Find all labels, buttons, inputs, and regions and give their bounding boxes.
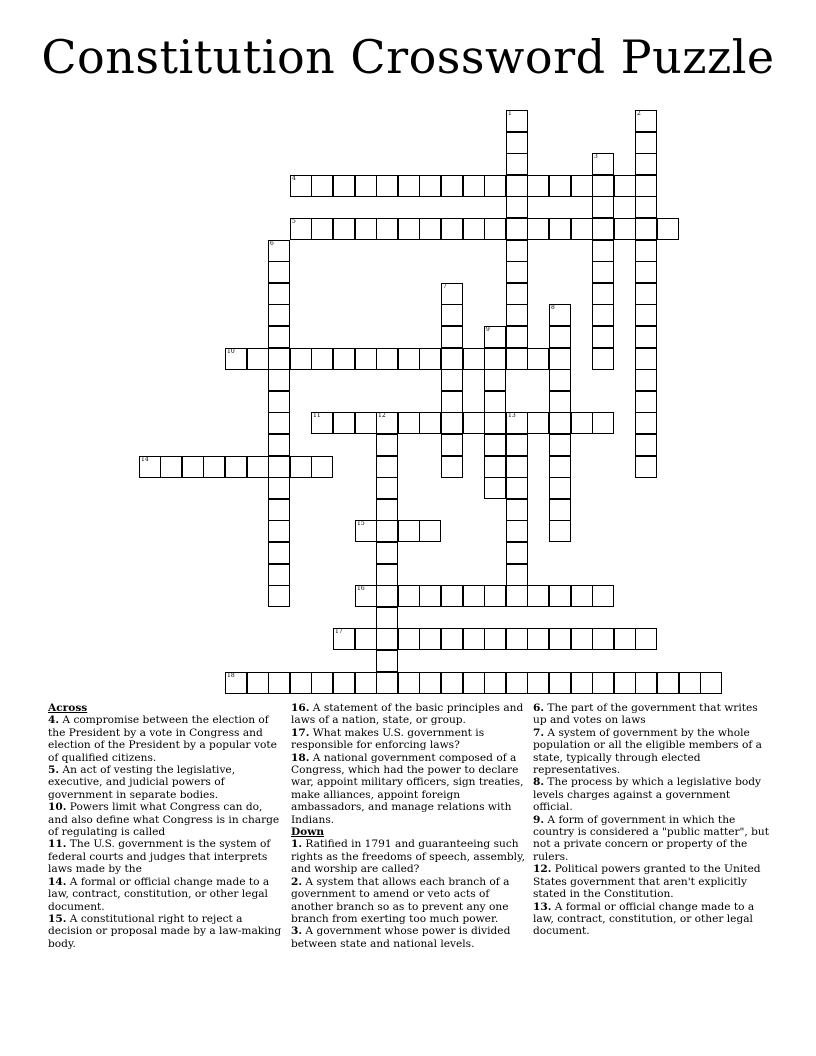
grid-cell[interactable] <box>484 326 506 348</box>
grid-cell[interactable] <box>506 110 528 132</box>
clue-number-label: 15. <box>48 912 67 925</box>
grid-cell[interactable] <box>376 585 398 607</box>
grid-cell[interactable] <box>333 412 355 434</box>
clue-item <box>533 727 769 777</box>
puzzle-title: Constitution Crossword Puzzle <box>41 30 775 84</box>
grid-cell[interactable] <box>268 520 290 542</box>
grid-cell[interactable] <box>463 218 485 240</box>
grid-cell[interactable] <box>355 218 377 240</box>
grid-cell[interactable] <box>463 585 485 607</box>
grid-cell[interactable] <box>635 369 657 391</box>
grid-cell[interactable] <box>506 564 528 586</box>
grid-cell[interactable] <box>311 456 333 478</box>
clue-number-label: 12. <box>533 863 552 876</box>
grid-cell[interactable] <box>700 672 722 694</box>
grid-cell[interactable] <box>484 477 506 499</box>
grid-cell[interactable] <box>290 175 312 197</box>
clue-text: A form of government in which the country is considered a "public matter", but not a private concern or property of the rulers. <box>533 813 770 863</box>
clue-number-label: 16. <box>291 702 310 714</box>
clue-number-label: 18. <box>291 751 310 764</box>
grid-cell[interactable] <box>549 218 571 240</box>
grid-cell[interactable] <box>225 348 247 370</box>
grid-cell[interactable] <box>614 628 636 650</box>
clue-number: 4 <box>292 175 296 182</box>
grid-cell[interactable] <box>506 672 528 694</box>
grid-cell[interactable] <box>635 153 657 175</box>
grid-cell[interactable] <box>549 412 571 434</box>
grid-cell[interactable] <box>376 672 398 694</box>
grid-cell[interactable] <box>398 585 420 607</box>
clue-number-label: 14. <box>48 875 67 888</box>
grid-cell[interactable] <box>441 369 463 391</box>
grid-cell[interactable] <box>549 326 571 348</box>
grid-cell[interactable] <box>441 628 463 650</box>
grid-cell[interactable] <box>506 348 528 370</box>
grid-cell[interactable] <box>549 477 571 499</box>
across-header: Across <box>48 702 88 714</box>
grid-cell[interactable] <box>635 326 657 348</box>
clue-item <box>48 913 284 950</box>
grid-cell[interactable] <box>419 412 441 434</box>
clue-item <box>48 764 284 801</box>
grid-cell[interactable] <box>506 477 528 499</box>
grid-cell[interactable] <box>398 175 420 197</box>
grid-cell[interactable] <box>635 348 657 370</box>
grid-cell[interactable] <box>506 326 528 348</box>
clue-number: 13 <box>508 412 516 419</box>
clue-item <box>533 863 769 900</box>
grid-cell[interactable] <box>268 542 290 564</box>
grid-cell[interactable] <box>506 585 528 607</box>
grid-cell[interactable] <box>268 348 290 370</box>
grid-cell[interactable] <box>506 153 528 175</box>
clue-text: What makes U.S. government is responsible for enforcing laws? <box>291 726 485 752</box>
grid-cell[interactable] <box>268 369 290 391</box>
clue-item <box>291 702 527 727</box>
clue-number: 8 <box>551 304 555 311</box>
grid-cell[interactable] <box>571 412 593 434</box>
grid-cell[interactable] <box>441 672 463 694</box>
grid-cell[interactable] <box>355 585 377 607</box>
grid-cell[interactable] <box>614 218 636 240</box>
clue-item <box>291 838 527 875</box>
grid-cell[interactable] <box>549 520 571 542</box>
clue-number: 9 <box>486 326 490 333</box>
grid-cell[interactable] <box>441 304 463 326</box>
grid-cell[interactable] <box>484 369 506 391</box>
clue-text: A national government composed of a Congress, which had the power to declare war, appoint military officers, sign treaties, make alliances, appoint foreign ambassadors, and manage relations with Indians. <box>291 751 524 826</box>
grid-cell[interactable] <box>441 283 463 305</box>
clue-number-label: 2. <box>291 875 303 888</box>
grid-cell[interactable] <box>376 650 398 672</box>
grid-cell[interactable] <box>614 175 636 197</box>
clues-column-3 <box>533 702 769 938</box>
clue-number: 6 <box>270 240 274 247</box>
clue-item <box>291 727 527 752</box>
grid-cell[interactable] <box>398 628 420 650</box>
grid-cell[interactable] <box>376 564 398 586</box>
grid-cell[interactable] <box>203 456 225 478</box>
clue-text: Political powers granted to the United States government that aren't explicitly stated in the Constitution. <box>533 863 761 901</box>
grid-cell[interactable] <box>592 628 614 650</box>
grid-cell[interactable] <box>441 348 463 370</box>
clue-number-label: 3. <box>291 925 303 938</box>
clue-number-label: 10. <box>48 801 67 814</box>
grid-cell[interactable] <box>311 348 333 370</box>
grid-cell[interactable] <box>441 585 463 607</box>
clues-column-2 <box>291 702 527 950</box>
grid-cell[interactable] <box>311 218 333 240</box>
grid-cell[interactable] <box>268 412 290 434</box>
grid-cell[interactable] <box>268 499 290 521</box>
grid-cell[interactable] <box>376 412 398 434</box>
grid-cell[interactable] <box>506 283 528 305</box>
grid-cell[interactable] <box>355 175 377 197</box>
grid-cell[interactable] <box>484 672 506 694</box>
grid-cell[interactable] <box>225 456 247 478</box>
grid-cell[interactable] <box>225 672 247 694</box>
grid-cell[interactable] <box>268 456 290 478</box>
grid-cell[interactable] <box>182 456 204 478</box>
grid-cell[interactable] <box>527 412 549 434</box>
clue-number: 1 <box>508 110 512 117</box>
grid-cell[interactable] <box>592 261 614 283</box>
grid-cell[interactable] <box>355 348 377 370</box>
grid-cell[interactable] <box>398 672 420 694</box>
grid-cell[interactable] <box>635 391 657 413</box>
grid-cell[interactable] <box>484 218 506 240</box>
clue-number-label: 4. <box>48 714 60 727</box>
grid-cell[interactable] <box>549 499 571 521</box>
clue-text: An act of vesting the legislative, executive, and judicial powers of government in separate bodies. <box>48 764 236 801</box>
clue-number: 10 <box>227 348 235 355</box>
grid-cell[interactable] <box>506 542 528 564</box>
grid-cell[interactable] <box>268 240 290 262</box>
clue-text: A constitutional right to reject a decision or proposal made by a law-making body. <box>48 912 282 950</box>
clue-text: A formal or official change made to a law, contract, constitution, or other legal document. <box>533 900 755 938</box>
grid-cell[interactable] <box>376 607 398 629</box>
grid-cell[interactable] <box>268 434 290 456</box>
grid-cell[interactable] <box>311 672 333 694</box>
clue-item <box>48 801 284 838</box>
clue-number: 5 <box>292 218 296 225</box>
grid-cell[interactable] <box>376 520 398 542</box>
grid-cell[interactable] <box>484 348 506 370</box>
clue-text: Ratified in 1791 and guaranteeing such rights as the freedoms of speech, assembly, and worship are called? <box>291 838 526 876</box>
grid-cell[interactable] <box>484 175 506 197</box>
grid-cell[interactable] <box>311 412 333 434</box>
grid-cell[interactable] <box>463 628 485 650</box>
grid-cell[interactable] <box>527 218 549 240</box>
clue-item <box>291 876 527 926</box>
grid-cell[interactable] <box>592 196 614 218</box>
grid-cell[interactable] <box>290 456 312 478</box>
grid-cell[interactable] <box>441 175 463 197</box>
grid-cell[interactable] <box>635 196 657 218</box>
clue-item <box>48 876 284 913</box>
grid-cell[interactable] <box>419 628 441 650</box>
grid-cell[interactable] <box>441 456 463 478</box>
clue-number-label: 1. <box>291 838 303 851</box>
grid-cell[interactable] <box>355 672 377 694</box>
grid-cell[interactable] <box>657 218 679 240</box>
clue-number-label: 13. <box>533 900 552 913</box>
clue-text: The U.S. government is the system of federal courts and judges that interprets laws made by the <box>48 838 271 876</box>
grid-cell[interactable] <box>527 628 549 650</box>
clue-item <box>48 714 284 764</box>
grid-cell[interactable] <box>333 175 355 197</box>
clue-text: Powers limit what Congress can do, and also define what Congress is in charge of regulating is called <box>48 801 280 839</box>
grid-cell[interactable] <box>441 412 463 434</box>
clues-column-1 <box>48 702 284 950</box>
grid-cell[interactable] <box>549 391 571 413</box>
grid-cell[interactable] <box>549 456 571 478</box>
grid-cell[interactable] <box>635 175 657 197</box>
grid-cell[interactable] <box>614 672 636 694</box>
grid-cell[interactable] <box>506 456 528 478</box>
grid-cell[interactable] <box>506 132 528 154</box>
grid-cell[interactable] <box>268 564 290 586</box>
grid-cell[interactable] <box>441 326 463 348</box>
grid-cell[interactable] <box>506 499 528 521</box>
grid-cell[interactable] <box>635 218 657 240</box>
clue-number: 7 <box>443 283 447 290</box>
grid-cell[interactable] <box>376 218 398 240</box>
grid-cell[interactable] <box>506 240 528 262</box>
clue-item <box>533 776 769 813</box>
grid-cell[interactable] <box>419 348 441 370</box>
grid-cell[interactable] <box>398 348 420 370</box>
grid-cell[interactable] <box>592 218 614 240</box>
grid-cell[interactable] <box>506 218 528 240</box>
clue-number-label: 6. <box>533 702 545 714</box>
grid-cell[interactable] <box>333 218 355 240</box>
grid-cell[interactable] <box>549 304 571 326</box>
grid-cell[interactable] <box>506 412 528 434</box>
clue-text: The process by which a legislative body levels charges against a government official. <box>533 776 762 814</box>
clue-item <box>533 814 769 864</box>
grid-cell[interactable] <box>268 326 290 348</box>
clue-number-label: 9. <box>533 813 545 826</box>
grid-cell[interactable] <box>268 261 290 283</box>
grid-cell[interactable] <box>463 175 485 197</box>
grid-cell[interactable] <box>463 412 485 434</box>
grid-cell[interactable] <box>419 218 441 240</box>
grid-cell[interactable] <box>139 456 161 478</box>
grid-cell[interactable] <box>571 218 593 240</box>
grid-cell[interactable] <box>376 628 398 650</box>
clue-number: 17 <box>335 628 343 635</box>
clue-text: A statement of the basic principles and laws of a nation, state, or group. <box>291 702 524 727</box>
grid-cell[interactable] <box>635 261 657 283</box>
grid-cell[interactable] <box>268 477 290 499</box>
grid-cell[interactable] <box>657 672 679 694</box>
grid-cell[interactable] <box>419 520 441 542</box>
grid-cell[interactable] <box>635 412 657 434</box>
grid-cell[interactable] <box>376 348 398 370</box>
grid-cell[interactable] <box>333 348 355 370</box>
grid-cell[interactable] <box>549 672 571 694</box>
clue-text: A system of government by the whole population or all the eligible members of a state, typically through elected representatives. <box>533 726 762 777</box>
clue-number: 15 <box>357 520 365 527</box>
grid-cell[interactable] <box>635 283 657 305</box>
clue-number-label: 5. <box>48 764 60 777</box>
grid-cell[interactable] <box>376 175 398 197</box>
clue-item <box>533 702 769 727</box>
grid-cell[interactable] <box>419 672 441 694</box>
clue-text: The part of the government that writes up and votes on laws <box>533 702 758 727</box>
grid-cell[interactable] <box>484 412 506 434</box>
grid-cell[interactable] <box>679 672 701 694</box>
grid-cell[interactable] <box>571 672 593 694</box>
grid-cell[interactable] <box>268 391 290 413</box>
grid-cell[interactable] <box>441 434 463 456</box>
grid-cell[interactable] <box>635 434 657 456</box>
grid-cell[interactable] <box>247 672 269 694</box>
grid-cell[interactable] <box>484 456 506 478</box>
grid-cell[interactable] <box>268 283 290 305</box>
clue-number: 3 <box>594 153 598 160</box>
grid-cell[interactable] <box>549 369 571 391</box>
grid-cell[interactable] <box>268 672 290 694</box>
grid-cell[interactable] <box>506 175 528 197</box>
clue-text: A government whose power is divided between state and national levels. <box>291 925 511 950</box>
clue-item <box>48 838 284 875</box>
clue-number-label: 17. <box>291 726 310 739</box>
grid-cell[interactable] <box>549 348 571 370</box>
clue-number: 2 <box>637 110 641 117</box>
grid-cell[interactable] <box>635 132 657 154</box>
clue-number: 16 <box>357 585 365 592</box>
grid-cell[interactable] <box>506 261 528 283</box>
grid-cell[interactable] <box>592 283 614 305</box>
grid-cell[interactable] <box>527 348 549 370</box>
clue-item <box>291 925 527 950</box>
clue-number: 12 <box>378 412 386 419</box>
clue-item <box>291 752 527 826</box>
grid-cell[interactable] <box>376 477 398 499</box>
grid-cell[interactable] <box>592 412 614 434</box>
clue-text: A system that allows each branch of a government to amend or veto acts of another branch so as to prevent any one branch from exerting too much power. <box>291 875 510 925</box>
grid-cell[interactable] <box>419 175 441 197</box>
grid-cell[interactable] <box>463 672 485 694</box>
grid-cell[interactable] <box>398 520 420 542</box>
grid-cell[interactable] <box>484 434 506 456</box>
grid-cell[interactable] <box>268 304 290 326</box>
grid-cell[interactable] <box>571 175 593 197</box>
grid-cell[interactable] <box>527 585 549 607</box>
grid-cell[interactable] <box>247 456 269 478</box>
grid-cell[interactable] <box>463 348 485 370</box>
grid-cell[interactable] <box>635 304 657 326</box>
grid-cell[interactable] <box>506 520 528 542</box>
clue-item <box>533 901 769 938</box>
grid-cell[interactable] <box>376 434 398 456</box>
grid-cell[interactable] <box>398 218 420 240</box>
grid-cell[interactable] <box>549 434 571 456</box>
grid-cell[interactable] <box>441 391 463 413</box>
grid-cell[interactable] <box>376 499 398 521</box>
clue-number: 11 <box>313 412 321 419</box>
grid-cell[interactable] <box>592 240 614 262</box>
grid-cell[interactable] <box>376 456 398 478</box>
grid-cell[interactable] <box>355 628 377 650</box>
grid-cell[interactable] <box>635 240 657 262</box>
grid-cell[interactable] <box>290 218 312 240</box>
grid-cell[interactable] <box>592 326 614 348</box>
grid-cell[interactable] <box>333 672 355 694</box>
grid-cell[interactable] <box>355 412 377 434</box>
grid-cell[interactable] <box>355 520 377 542</box>
grid-cell[interactable] <box>527 175 549 197</box>
grid-cell[interactable] <box>311 175 333 197</box>
grid-cell[interactable] <box>592 175 614 197</box>
grid-cell[interactable] <box>506 196 528 218</box>
grid-cell[interactable] <box>419 585 441 607</box>
grid-cell[interactable] <box>549 585 571 607</box>
grid-cell[interactable] <box>290 348 312 370</box>
clue-number-label: 7. <box>533 726 545 739</box>
grid-cell[interactable] <box>484 585 506 607</box>
grid-cell[interactable] <box>268 585 290 607</box>
clue-number: 14 <box>141 456 149 463</box>
grid-cell[interactable] <box>571 585 593 607</box>
grid-cell[interactable] <box>549 628 571 650</box>
grid-cell[interactable] <box>247 348 269 370</box>
clue-number: 18 <box>227 672 235 679</box>
clue-number-label: 11. <box>48 838 67 851</box>
grid-cell[interactable] <box>592 348 614 370</box>
grid-cell[interactable] <box>376 542 398 564</box>
clue-number-label: 8. <box>533 776 545 789</box>
grid-cell[interactable] <box>441 218 463 240</box>
clue-text: A compromise between the election of the President by a vote in Congress and election of the President by a popular vote of qualified citizens. <box>48 714 277 764</box>
grid-cell[interactable] <box>592 304 614 326</box>
grid-cell[interactable] <box>635 456 657 478</box>
grid-cell[interactable] <box>506 304 528 326</box>
grid-cell[interactable] <box>333 628 355 650</box>
down-header: Down <box>291 826 325 839</box>
grid-cell[interactable] <box>506 434 528 456</box>
grid-cell[interactable] <box>506 628 528 650</box>
clue-text: A formal or official change made to a law, contract, constitution, or other legal document. <box>48 875 270 913</box>
grid-cell[interactable] <box>635 628 657 650</box>
grid-cell[interactable] <box>290 672 312 694</box>
grid-cell[interactable] <box>484 391 506 413</box>
grid-cell[interactable] <box>571 628 593 650</box>
grid-cell[interactable] <box>398 412 420 434</box>
grid-cell[interactable] <box>484 628 506 650</box>
grid-cell[interactable] <box>527 672 549 694</box>
grid-cell[interactable] <box>592 585 614 607</box>
grid-cell[interactable] <box>592 672 614 694</box>
grid-cell[interactable] <box>635 110 657 132</box>
grid-cell[interactable] <box>592 153 614 175</box>
grid-cell[interactable] <box>160 456 182 478</box>
grid-cell[interactable] <box>549 175 571 197</box>
grid-cell[interactable] <box>635 672 657 694</box>
